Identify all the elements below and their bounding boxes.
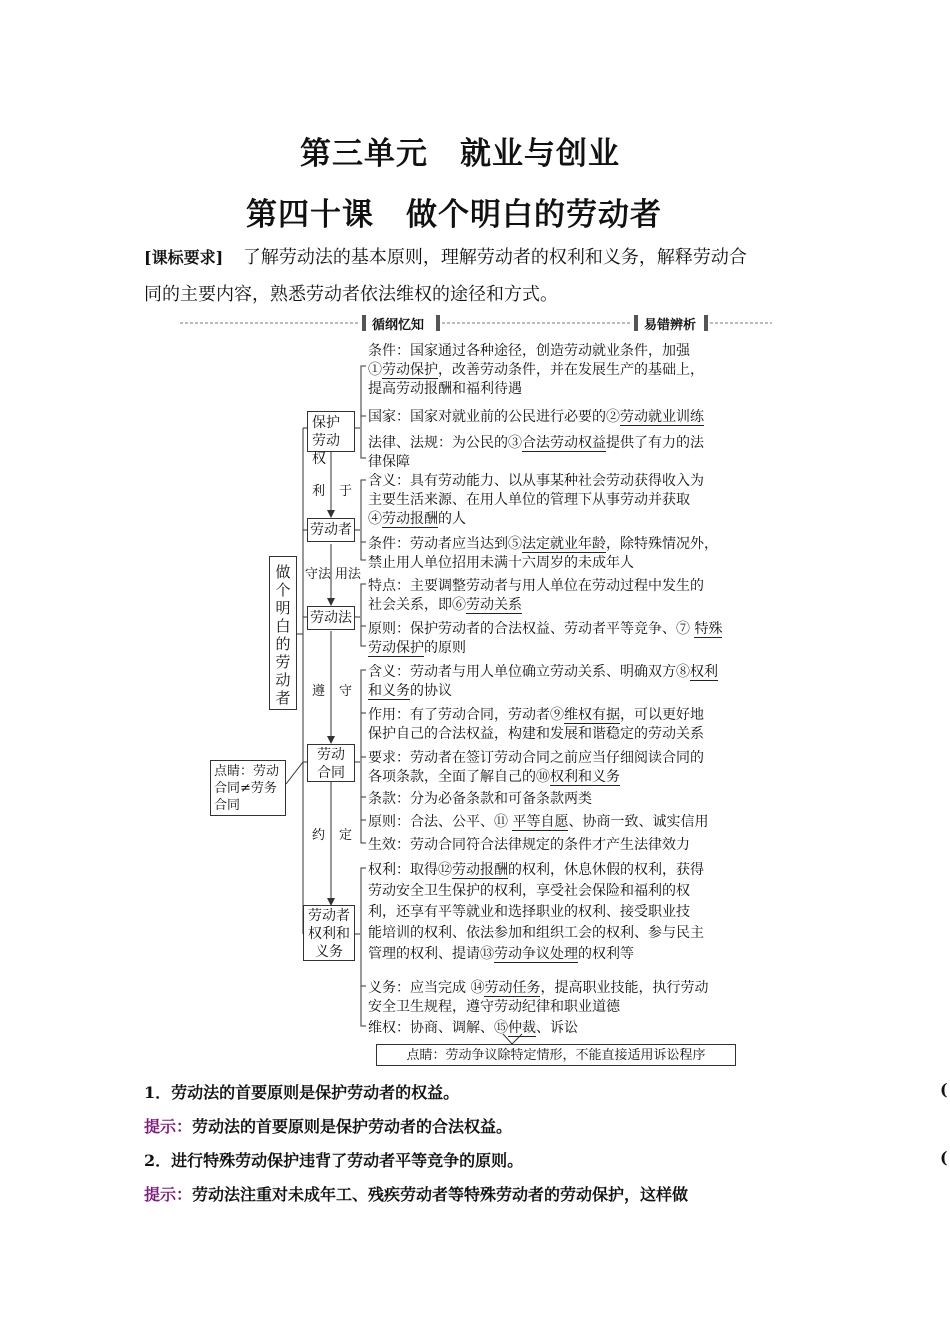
question-2-bracket: ( — [940, 1148, 948, 1167]
duties-a: 义务：应当完成 ⑭劳动任务，提高职业技能，执行劳动 — [368, 980, 709, 996]
rights-a: 权利：取得⑫劳动报酬的权利，休息休假的权利，获得 — [368, 862, 704, 878]
node-labor-law: 劳动法 — [307, 606, 355, 630]
contract-effect: 生效：劳动合同符合法律规定的条件才产生法律效力 — [368, 837, 690, 853]
rights-c: 利，还享有平等就业和选择职业的权利、接受职业技 — [368, 904, 690, 920]
unit-title: 第三单元 就业与创业 — [300, 136, 620, 172]
requirement-line-2: 同的主要内容，熟悉劳动者依法维权的途径和方式。 — [144, 284, 558, 305]
question-2: 2．进行特殊劳动保护违背了劳动者平等竞争的原则。 — [144, 1151, 524, 1170]
contract-def-a: 含义：劳动者与用人单位确立劳动关系、明确双方⑧权利 — [368, 664, 718, 680]
link-text-li: 利 于 — [312, 484, 353, 499]
law-principle-b: 劳动保护的原则 — [368, 640, 466, 656]
protect-cond-a: 条件：国家通过各种途径，创造劳动就业条件，加强 — [368, 343, 690, 359]
contract-terms: 条款：分为必备条款和可备条款两类 — [368, 791, 592, 807]
mindmap-root: 做 个 明 白 的 劳 动 者 — [269, 556, 297, 710]
requirement-text-1: 了解劳动法的基本原则，理解劳动者的权利和义务，解释劳动合 — [242, 247, 747, 268]
contract-req-a: 要求：劳动者在签订劳动合同之前应当仔细阅读合同的 — [368, 750, 704, 766]
question-1-bracket: ( — [940, 1080, 948, 1099]
contract-use-a: 作用：有了劳动合同，劳动者⑨维权有据，可以更好地 — [368, 707, 704, 723]
rights-e: 管理的权利、提请⑬劳动争议处理的权利等 — [368, 946, 634, 962]
rights-note: 点睛：劳动争议除特定情形，不能直接适用诉讼程序 — [376, 1044, 736, 1066]
node-rights-duties: 劳动者权利和义务 — [303, 905, 355, 961]
tab-errors[interactable]: 易错辨析 — [644, 318, 697, 333]
contract-req-b: 各项条款，全面了解自己的⑩权利和义务 — [368, 769, 620, 785]
protect-cond-c: 提高劳动报酬和福利待遇 — [368, 381, 522, 397]
contract-use-b: 保护自己的合法权益，构建和发展和谐稳定的劳动关系 — [368, 726, 704, 742]
protect-law-b: 律保障 — [368, 454, 410, 470]
contract-def-b: 和义务的协议 — [368, 683, 452, 699]
question-1: 1．劳动法的首要原则是保护劳动者的权益。 — [144, 1083, 460, 1102]
requirement-label: [课标要求] — [144, 248, 224, 267]
hint-1: 提示：劳动法的首要原则是保护劳动者的合法权益。 — [144, 1117, 513, 1136]
rights-d: 能培训的权利、依法参加和组织工会的权利、参与民主 — [368, 925, 704, 941]
protect-cond-b: ①劳动保护，改善劳动条件，并在发展生产的基础上， — [368, 362, 704, 378]
laborer-cond-b: 禁止用人单位招用未满十六周岁的未成年人 — [368, 555, 634, 571]
duties-b: 安全卫生规程，遵守劳动纪律和职业道德 — [368, 999, 620, 1015]
node-labor-contract: 劳动合同 — [307, 744, 355, 782]
tab-recall[interactable]: 循纲忆知 — [372, 318, 425, 333]
laborer-def-a: 含义：具有劳动能力、以从事某种社会劳动获得收入为 — [368, 473, 704, 489]
hint-2: 提示：劳动法注重对未成年工、残疾劳动者等特殊劳动者的劳动保护，这样做 — [144, 1185, 689, 1204]
contract-principle: 原则：合法、公平、⑪ 平等自愿、协商一致、诚实信用 — [368, 814, 709, 830]
laborer-def-c: ④劳动报酬的人 — [368, 511, 466, 527]
law-feature-b: 社会关系，即⑥劳动关系 — [368, 597, 522, 613]
node-laborer: 劳动者 — [307, 518, 355, 542]
protect-law-a: 法律、法规：为公民的③合法劳动权益提供了有力的法 — [368, 435, 704, 451]
rights-protection: 维权：协商、调解、⑮仲裁、诉讼 — [368, 1020, 578, 1036]
link-text-yueding: 约 定 — [312, 828, 353, 843]
link-text-shoufa: 守法 用法 — [305, 567, 362, 582]
laborer-def-b: 主要生活来源、在用人单位的管理下从事劳动并获取 — [368, 492, 690, 508]
protect-nation: 国家：国家对就业前的公民进行必要的②劳动就业训练 — [368, 409, 704, 425]
link-text-zunshou: 遵 守 — [312, 684, 353, 699]
rights-b: 劳动安全卫生保护的权利，享受社会保险和福利的权 — [368, 883, 690, 899]
node-protect-labor-right: 保护劳动权 — [307, 411, 355, 452]
contract-note: 点睛：劳动 合同≠劳务 合同 — [210, 760, 286, 816]
law-feature-a: 特点：主要调整劳动者与用人单位在劳动过程中发生的 — [368, 578, 704, 594]
lesson-title: 第四十课 做个明白的劳动者 — [246, 197, 662, 233]
law-principle-a: 原则：保护劳动者的合法权益、劳动者平等竞争、⑦ 特殊 — [368, 621, 723, 637]
laborer-cond-a: 条件：劳动者应当达到⑤法定就业年龄，除特殊情况外， — [368, 536, 718, 552]
